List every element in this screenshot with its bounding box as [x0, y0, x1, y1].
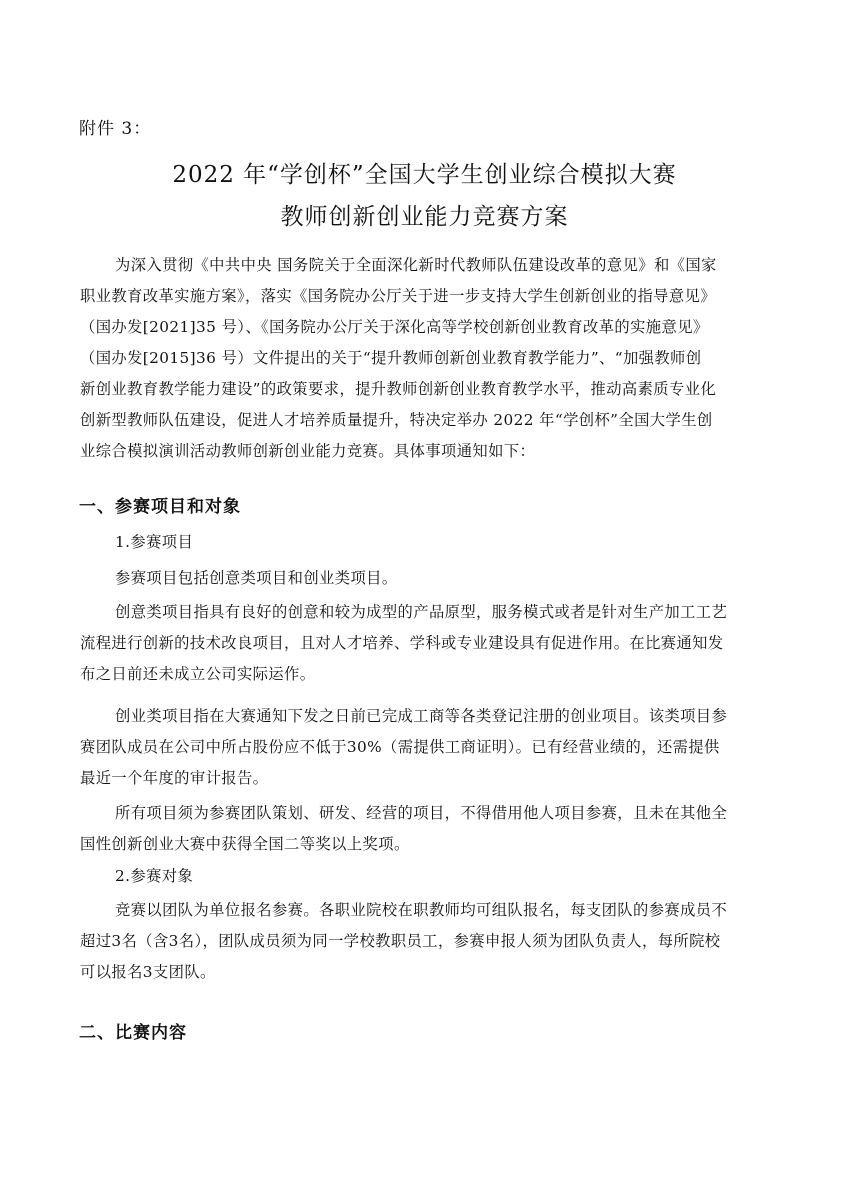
paragraph-startup-projects [80, 701, 770, 794]
paragraph-line: 布之日前还未成立公司实际运作。 [80, 665, 316, 683]
intro-line: （国办发[2021]35 号）、《国务院办公厅关于深化高等学校创新创业教育改革的实施意见》 [80, 318, 709, 336]
paragraph-all-projects [80, 798, 770, 860]
subheading-text: 1.参赛项目 [115, 533, 194, 551]
paragraph-teams [80, 895, 770, 988]
paragraph-line: 国性创新创业大赛中获得全国二等奖以上奖项。 [80, 835, 410, 853]
intro-line: （国办发[2015]36 号）文件提出的关于“提升教师创新创业教育教学能力”、“加强教师创 [80, 349, 702, 367]
document-title-line-2: 教师创新创业能力竞赛方案 [280, 204, 569, 230]
subheading-entry-projects [80, 527, 770, 558]
paragraph-line: 创业类项目指在大赛通知下发之日前已完成工商等各类登记注册的创业项目。该类项目参 [115, 707, 728, 725]
paragraph-line: 可以报名3支团队。 [80, 963, 216, 981]
intro-line: 创新型教师队伍建设，促进人才培养质量提升，特决定举办 2022 年“学创杯”全国大学生创 [80, 411, 713, 429]
paragraph-line: 参赛项目包括创意类项目和创业类项目。 [115, 569, 398, 587]
document-title-line-1: 2022 年“学创杯”全国大学生创业综合模拟大赛 [172, 162, 677, 188]
paragraph-line: 最近一个年度的审计报告。 [80, 769, 269, 787]
intro-paragraph [80, 250, 770, 467]
paragraph-line: 超过3名（含3名），团队成员须为同一学校教职员工，参赛申报人须为团队负责人，每所院校 [80, 932, 721, 950]
intro-line: 为深入贯彻《中共中央 国务院关于全面深化新时代教师队伍建设改革的意见》和《国家 [115, 256, 717, 274]
paragraph-line: 竞赛以团队为单位报名参赛。各职业院校在职教师均可组队报名，每支团队的参赛成员不 [115, 901, 728, 919]
section-heading-2: 二、比赛内容 [79, 1023, 187, 1043]
intro-line: 业综合模拟演训活动教师创新创业能力竞赛。具体事项通知如下： [80, 442, 536, 460]
paragraph-line: 流程进行创新的技术改良项目，且对人才培养、学科或专业建设具有促进作用。在比赛通知发 [80, 634, 724, 652]
subheading-text: 2.参赛对象 [115, 867, 194, 885]
intro-line: 新创业教育教学能力建设”的政策要求，提升教师创新创业教育教学水平，推动高素质专业化 [80, 380, 717, 398]
paragraph-creative-projects [80, 597, 770, 690]
intro-line: 职业教育改革实施方案》，落实《国务院办公厅关于进一步支持大学生创新创业的指导意见》 [80, 287, 716, 305]
paragraph-project-types [80, 563, 770, 594]
section-heading-1: 一、参赛项目和对象 [79, 497, 241, 517]
attachment-label: 附件 3： [79, 119, 152, 139]
paragraph-line: 所有项目须为参赛团队策划、研发、经营的项目，不得借用他人项目参赛，且未在其他全 [115, 804, 728, 822]
paragraph-line: 赛团队成员在公司中所占股份应不低于30%（需提供工商证明）。已有经营业绩的，还需提供 [80, 738, 720, 756]
subheading-participants [80, 861, 770, 892]
paragraph-line: 创意类项目指具有良好的创意和较为成型的产品原型，服务模式或者是针对生产加工工艺 [115, 603, 728, 621]
